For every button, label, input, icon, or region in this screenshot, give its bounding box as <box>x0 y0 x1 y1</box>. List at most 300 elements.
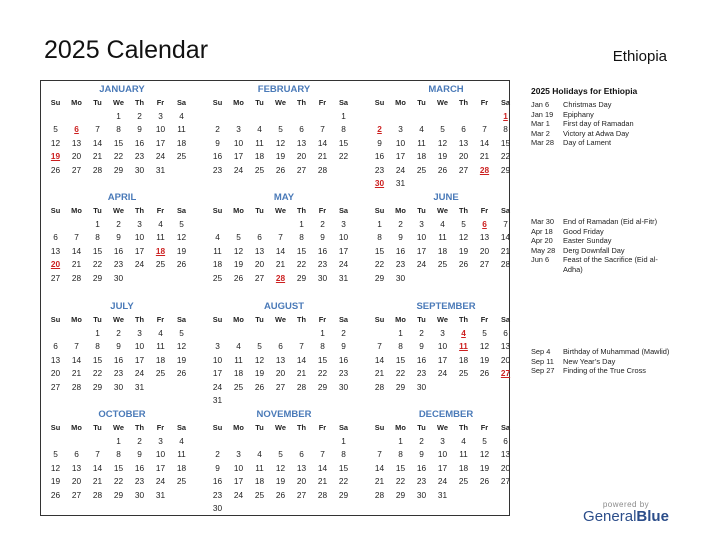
month-days-grid <box>369 313 523 394</box>
day-cell: 1 <box>95 327 100 338</box>
day-cell: 24 <box>437 368 448 378</box>
empty-day-cell <box>207 218 228 232</box>
day-cell: 10 <box>233 462 244 473</box>
day-cell: 19 <box>275 151 286 161</box>
day-cell: 23 <box>113 259 124 269</box>
day-cell: 23 <box>395 259 406 269</box>
day-cell: 4 <box>461 435 466 446</box>
day-cell: 23 <box>374 164 385 175</box>
day-cell: 4 <box>179 110 184 121</box>
weekday-header: Mo <box>71 423 82 432</box>
day-cell: 13 <box>500 341 511 351</box>
day-cell: 10 <box>212 354 223 365</box>
weekday-header: Sa <box>338 206 349 215</box>
weekday-header: Mo <box>395 315 406 324</box>
weekday-header: Mo <box>233 206 244 215</box>
day-cell: 17 <box>395 151 406 161</box>
holiday-day-cell: 2 <box>377 124 382 134</box>
weekday-header: Tu <box>417 206 426 215</box>
day-cell: 10 <box>155 124 166 134</box>
empty-day-cell <box>270 327 291 341</box>
day-cell: 15 <box>113 137 124 148</box>
empty-day-cell <box>228 435 249 449</box>
holiday-row <box>531 217 671 227</box>
day-cell: 5 <box>461 218 466 229</box>
day-cell: 27 <box>500 476 511 486</box>
country-label: Ethiopia <box>612 48 667 65</box>
weekday-header: Th <box>296 206 307 215</box>
footer-brand[interactable] <box>580 500 672 525</box>
day-cell: 10 <box>134 341 145 351</box>
weekday-header: We <box>437 206 448 215</box>
day-cell: 7 <box>299 341 304 351</box>
day-cell: 29 <box>113 164 124 175</box>
day-cell: 9 <box>137 124 142 134</box>
empty-day-cell <box>291 327 312 341</box>
day-cell: 5 <box>278 449 283 459</box>
day-cell: 25 <box>233 381 244 392</box>
day-cell: 19 <box>479 354 490 365</box>
holiday-date: Mar 2 <box>531 128 550 138</box>
day-cell: 12 <box>50 137 61 148</box>
day-cell: 20 <box>254 259 265 269</box>
day-cell: 25 <box>176 476 187 486</box>
month-days-grid <box>369 421 523 502</box>
day-cell: 28 <box>71 272 82 283</box>
day-cell: 6 <box>503 327 508 338</box>
calendar-grid <box>40 80 510 516</box>
day-cell: 31 <box>155 489 166 500</box>
holiday-name: New Year’s Day <box>563 356 616 366</box>
day-cell: 23 <box>212 164 223 175</box>
day-cell: 14 <box>374 462 385 473</box>
day-cell: 8 <box>116 124 121 134</box>
day-cell: 3 <box>341 218 346 229</box>
day-cell: 4 <box>158 327 163 338</box>
empty-day-cell <box>45 327 66 341</box>
day-cell: 5 <box>257 341 262 351</box>
day-cell: 3 <box>158 435 163 446</box>
weekday-header: Th <box>296 98 307 107</box>
day-cell: 14 <box>275 245 286 256</box>
empty-day-cell <box>45 435 66 449</box>
weekday-header: Mo <box>71 315 82 324</box>
day-cell: 2 <box>215 449 220 459</box>
day-cell: 23 <box>317 259 328 269</box>
day-cell: 19 <box>458 245 469 256</box>
day-cell: 1 <box>116 110 121 121</box>
day-cell: 12 <box>479 449 490 459</box>
day-cell: 21 <box>479 151 490 161</box>
empty-day-cell <box>270 435 291 449</box>
empty-day-cell <box>66 435 87 449</box>
weekday-header: Tu <box>417 423 426 432</box>
holiday-date: Jan 6 <box>531 100 550 109</box>
day-cell: 21 <box>92 151 103 161</box>
day-cell: 19 <box>176 245 187 256</box>
day-cell: 17 <box>212 368 223 378</box>
holiday-name: First day of Ramadan <box>563 119 634 128</box>
holiday-name: Christmas Day <box>563 100 612 109</box>
weekday-header: Su <box>374 206 385 215</box>
weekday-header: Fr <box>156 98 165 107</box>
weekday-header: We <box>275 423 286 432</box>
weekday-header: Su <box>374 315 385 324</box>
holiday-group <box>531 347 671 376</box>
day-cell: 21 <box>317 476 328 486</box>
holiday-row <box>531 366 671 376</box>
weekday-header: Tu <box>417 315 426 324</box>
empty-day-cell <box>312 110 333 124</box>
day-cell: 30 <box>113 381 124 392</box>
brand-general: General <box>583 508 637 525</box>
day-cell: 15 <box>395 354 406 365</box>
weekday-header: Su <box>212 423 223 432</box>
weekday-header: We <box>275 315 286 324</box>
day-cell: 29 <box>395 489 406 500</box>
weekday-header: Su <box>212 206 223 215</box>
empty-day-cell <box>45 218 66 232</box>
day-cell: 5 <box>179 327 184 338</box>
day-cell: 8 <box>398 341 403 351</box>
day-cell: 21 <box>374 476 385 486</box>
day-cell: 11 <box>177 124 186 134</box>
day-cell: 1 <box>299 218 304 229</box>
day-cell: 3 <box>398 124 403 134</box>
day-cell: 12 <box>50 462 61 473</box>
day-cell: 29 <box>113 489 124 500</box>
weekday-header: Fr <box>156 423 165 432</box>
empty-day-cell <box>474 110 495 124</box>
day-cell: 16 <box>416 462 427 473</box>
day-cell: 15 <box>113 462 124 473</box>
holiday-day-cell: 18 <box>155 245 166 256</box>
weekday-header: We <box>113 206 124 215</box>
holiday-row <box>531 246 671 256</box>
day-cell: 8 <box>116 449 121 459</box>
day-cell: 9 <box>341 341 346 351</box>
holiday-row <box>531 357 671 367</box>
holiday-date: May 28 <box>531 245 556 255</box>
day-cell: 11 <box>255 462 264 473</box>
day-cell: 17 <box>416 245 427 256</box>
weekday-header: We <box>113 98 124 107</box>
day-cell: 21 <box>374 368 385 378</box>
day-cell: 23 <box>134 151 145 161</box>
day-cell: 5 <box>53 449 58 459</box>
day-cell: 28 <box>71 381 82 392</box>
day-cell: 3 <box>137 218 142 229</box>
empty-day-cell <box>66 218 87 232</box>
day-cell: 3 <box>215 341 220 351</box>
day-cell: 17 <box>233 476 244 486</box>
day-cell: 26 <box>479 476 490 486</box>
day-cell: 7 <box>320 124 325 134</box>
day-cell: 17 <box>233 151 244 161</box>
day-cell: 17 <box>155 137 166 148</box>
day-cell: 16 <box>395 245 406 256</box>
month-days-grid <box>207 96 361 177</box>
day-cell: 7 <box>320 449 325 459</box>
month-name: APRIL <box>107 192 137 203</box>
weekday-header: Sa <box>176 206 187 215</box>
day-cell: 13 <box>71 137 82 148</box>
day-cell: 21 <box>71 368 82 378</box>
day-cell: 2 <box>398 218 403 229</box>
day-cell: 3 <box>419 218 424 229</box>
weekday-header: Th <box>458 423 469 432</box>
month-days-grid <box>45 96 199 177</box>
day-cell: 5 <box>482 327 487 338</box>
holiday-row <box>531 129 671 139</box>
weekday-header: Su <box>374 423 385 432</box>
day-cell: 4 <box>440 218 445 229</box>
day-cell: 23 <box>338 368 349 378</box>
day-cell: 30 <box>416 489 427 500</box>
month-days-grid <box>369 204 523 285</box>
day-cell: 11 <box>177 449 186 459</box>
day-cell: 13 <box>296 462 307 473</box>
day-cell: 16 <box>134 462 145 473</box>
holiday-date: Mar 28 <box>531 138 555 147</box>
day-cell: 8 <box>95 232 100 242</box>
day-cell: 10 <box>416 232 427 242</box>
weekday-header: Sa <box>500 315 511 324</box>
holiday-date: Jun 6 <box>531 255 550 264</box>
day-cell: 10 <box>437 449 448 459</box>
day-cell: 8 <box>341 124 346 134</box>
day-cell: 22 <box>92 368 103 378</box>
day-cell: 26 <box>254 381 265 392</box>
weekday-header: Th <box>458 98 469 107</box>
holiday-name: Birthday of Muhammad (Mawlid) <box>563 347 670 356</box>
empty-day-cell <box>66 110 87 124</box>
day-cell: 19 <box>254 368 265 378</box>
day-cell: 1 <box>116 435 121 446</box>
day-cell: 24 <box>134 259 145 269</box>
holiday-day-cell: 19 <box>50 151 61 161</box>
day-cell: 1 <box>377 218 382 229</box>
day-cell: 9 <box>137 449 142 459</box>
day-cell: 18 <box>254 476 265 486</box>
page-title: 2025 Calendar <box>44 36 209 64</box>
day-cell: 4 <box>419 124 424 134</box>
day-cell: 31 <box>212 395 223 405</box>
weekday-header: Fr <box>318 98 327 107</box>
brand-blue: Blue <box>636 508 669 525</box>
day-cell: 15 <box>92 245 103 256</box>
day-cell: 9 <box>320 232 325 242</box>
empty-day-cell <box>66 327 87 341</box>
day-cell: 30 <box>416 381 427 392</box>
day-cell: 4 <box>158 218 163 229</box>
day-cell: 27 <box>479 259 490 269</box>
day-cell: 7 <box>95 124 100 134</box>
day-cell: 5 <box>53 124 58 134</box>
day-cell: 22 <box>338 476 349 486</box>
day-cell: 1 <box>95 218 100 229</box>
day-cell: 22 <box>395 476 406 486</box>
day-cell: 15 <box>338 137 349 148</box>
day-cell: 5 <box>482 435 487 446</box>
day-cell: 8 <box>503 124 508 134</box>
weekday-header: We <box>275 98 286 107</box>
day-cell: 27 <box>275 381 286 392</box>
weekday-header: Sa <box>176 315 187 324</box>
holiday-row <box>531 227 671 237</box>
day-cell: 17 <box>155 462 166 473</box>
day-cell: 12 <box>176 232 187 242</box>
empty-day-cell <box>87 435 108 449</box>
day-cell: 5 <box>440 124 445 134</box>
day-cell: 15 <box>500 137 511 148</box>
day-cell: 14 <box>92 137 103 148</box>
day-cell: 20 <box>275 368 286 378</box>
day-cell: 17 <box>134 354 145 365</box>
empty-day-cell <box>369 110 390 124</box>
day-cell: 19 <box>233 259 244 269</box>
day-cell: 28 <box>317 164 328 175</box>
day-cell: 25 <box>254 164 265 175</box>
month-name: AUGUST <box>263 301 305 312</box>
month-days-grid <box>45 421 199 502</box>
day-cell: 12 <box>458 232 469 242</box>
day-cell: 24 <box>155 476 166 486</box>
day-cell: 21 <box>275 259 286 269</box>
day-cell: 7 <box>95 449 100 459</box>
day-cell: 20 <box>50 368 61 378</box>
day-cell: 13 <box>50 245 61 256</box>
day-cell: 23 <box>416 368 427 378</box>
weekday-header: Su <box>50 206 61 215</box>
day-cell: 18 <box>212 259 223 269</box>
day-cell: 25 <box>458 476 469 486</box>
day-cell: 27 <box>296 164 307 175</box>
holiday-day-cell: 6 <box>74 124 79 134</box>
day-cell: 16 <box>212 476 223 486</box>
day-cell: 25 <box>155 259 166 269</box>
empty-day-cell <box>312 435 333 449</box>
month-january <box>45 83 199 177</box>
day-cell: 30 <box>317 272 328 283</box>
month-name: SEPTEMBER <box>416 301 476 312</box>
day-cell: 14 <box>317 462 328 473</box>
weekday-header: Fr <box>318 423 327 432</box>
day-cell: 10 <box>233 137 244 148</box>
empty-day-cell <box>228 218 249 232</box>
month-days-grid <box>45 313 199 394</box>
day-cell: 7 <box>377 341 382 351</box>
holiday-row <box>531 347 671 357</box>
day-cell: 24 <box>212 381 223 392</box>
day-cell: 24 <box>155 151 166 161</box>
holiday-name: Finding of the True Cross <box>563 366 646 375</box>
holiday-name: Epiphany <box>563 109 594 119</box>
empty-day-cell <box>249 327 270 341</box>
day-cell: 1 <box>398 327 403 338</box>
day-cell: 29 <box>92 381 103 392</box>
holiday-row <box>531 100 671 110</box>
day-cell: 16 <box>317 245 328 256</box>
day-cell: 6 <box>299 124 304 134</box>
day-cell: 16 <box>338 354 349 365</box>
empty-day-cell <box>228 110 249 124</box>
weekday-header: Th <box>458 206 469 215</box>
month-august <box>207 300 361 408</box>
month-october <box>45 408 199 502</box>
day-cell: 21 <box>71 259 82 269</box>
holiday-day-cell: 27 <box>500 368 511 378</box>
day-cell: 18 <box>458 462 469 473</box>
day-cell: 11 <box>156 232 165 242</box>
day-cell: 13 <box>500 449 511 459</box>
weekday-header: Tu <box>93 423 102 432</box>
day-cell: 31 <box>155 164 166 175</box>
holiday-date: Mar 1 <box>531 119 550 128</box>
weekday-header: We <box>437 98 448 107</box>
day-cell: 11 <box>255 137 264 148</box>
day-cell: 18 <box>176 462 187 473</box>
day-cell: 9 <box>377 137 382 148</box>
day-cell: 2 <box>137 435 142 446</box>
day-cell: 23 <box>113 368 124 378</box>
day-cell: 7 <box>74 341 79 351</box>
day-cell: 16 <box>416 354 427 365</box>
weekday-header: Th <box>134 315 145 324</box>
weekday-header: Tu <box>255 315 264 324</box>
empty-day-cell <box>45 110 66 124</box>
day-cell: 12 <box>437 137 448 148</box>
weekday-header: Fr <box>480 315 489 324</box>
holiday-row <box>531 110 671 120</box>
weekday-header: Th <box>458 315 469 324</box>
month-march <box>369 83 523 191</box>
day-cell: 15 <box>296 245 307 256</box>
day-cell: 6 <box>461 124 466 134</box>
day-cell: 26 <box>479 368 490 378</box>
day-cell: 27 <box>71 164 82 175</box>
day-cell: 13 <box>458 137 469 148</box>
day-cell: 26 <box>275 164 286 175</box>
day-cell: 22 <box>113 476 124 486</box>
day-cell: 11 <box>417 137 426 148</box>
day-cell: 10 <box>155 449 166 459</box>
day-cell: 24 <box>233 164 244 175</box>
day-cell: 13 <box>50 354 61 365</box>
weekday-header: Th <box>134 423 145 432</box>
day-cell: 4 <box>179 435 184 446</box>
day-cell: 31 <box>134 381 145 392</box>
weekday-header: Su <box>50 315 61 324</box>
day-cell: 16 <box>134 137 145 148</box>
day-cell: 12 <box>233 245 244 256</box>
day-cell: 29 <box>500 164 511 175</box>
weekday-header: Mo <box>233 98 244 107</box>
day-cell: 26 <box>458 259 469 269</box>
day-cell: 18 <box>254 151 265 161</box>
day-cell: 27 <box>71 489 82 500</box>
day-cell: 28 <box>92 164 103 175</box>
day-cell: 15 <box>374 245 385 256</box>
holiday-row <box>531 138 671 148</box>
day-cell: 26 <box>50 489 61 500</box>
empty-day-cell <box>249 110 270 124</box>
month-name: MARCH <box>428 84 464 95</box>
holiday-name: Easter Sunday <box>563 236 612 245</box>
holiday-row <box>531 119 671 129</box>
weekday-header: We <box>437 315 448 324</box>
weekday-header: Mo <box>395 206 406 215</box>
